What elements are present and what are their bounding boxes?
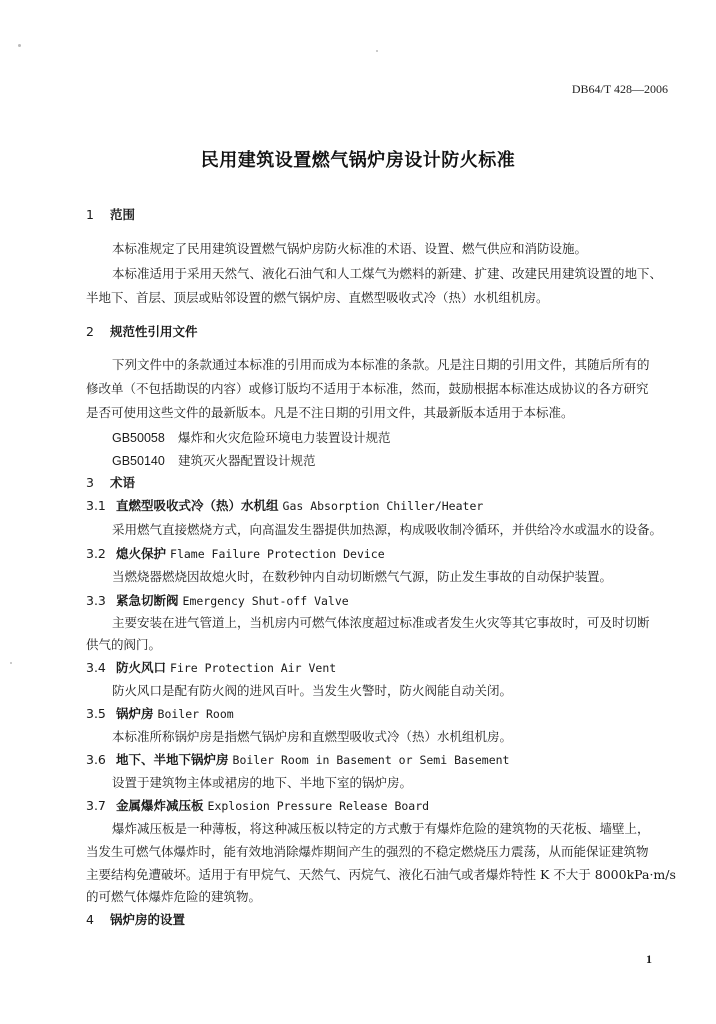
term-definition-line: 主要安装在进气管道上，当机房内可燃气体浓度超过标准或者发生火灾等其它事故时，可及时切断 — [112, 615, 650, 630]
term-name-cn: 防火风口 — [116, 660, 167, 675]
term-number: 3.2 — [86, 546, 106, 561]
term-name-cn: 紧急切断阀 — [116, 593, 179, 608]
paragraph-line: 修改单（不包括勘误的内容）或修订版均不适用于本标准，然而，鼓励根据本标准达成协议的各方研究 — [86, 381, 649, 396]
term-number: 3.5 — [86, 706, 106, 721]
term-heading — [86, 659, 676, 677]
paragraph-line: 下列文件中的条款通过本标准的引用而成为本标准的条款。凡是注日期的引用文件，其随后所有的 — [112, 357, 650, 372]
term-name-en: Gas Absorption Chiller/Heater — [282, 499, 484, 513]
reference-code: GB50140 — [112, 454, 165, 468]
term-name-en: Flame Failure Protection Device — [170, 547, 385, 561]
paragraph-line: 是否可使用这些文件的最新版本。凡是不注日期的引用文件，其最新版本适用于本标准。 — [86, 405, 574, 420]
section-number: 1 — [86, 207, 94, 222]
term-definition-line: 当燃烧器燃烧因故熄火时，在数秒钟内自动切断燃气气源，防止发生事故的自动保护装置。 — [112, 569, 613, 584]
term-name-cn: 金属爆炸减压板 — [116, 798, 204, 813]
term-number: 3.3 — [86, 593, 106, 608]
section-number: 3 — [86, 475, 94, 490]
section-heading-2 — [86, 323, 676, 341]
term-name-en: Boiler Room — [157, 707, 234, 721]
term-heading — [86, 545, 676, 563]
paragraph-line: 半地下、首层、顶层或贴邻设置的燃气锅炉房、直燃型吸收式冷（热）水机组机房。 — [86, 290, 549, 305]
term-definition-line: 设置于建筑物主体或裙房的地下、半地下室的锅炉房。 — [112, 775, 413, 790]
section-heading-1 — [86, 206, 676, 224]
term-definition-line: 主要结构免遭破坏。适用于有甲烷气、天然气、丙烷气、液化石油气或者爆炸特性 K 不大于 8000kPa·m/s — [86, 867, 676, 882]
scan-speck — [10, 662, 12, 664]
term-number: 3.4 — [86, 660, 106, 675]
scan-speck — [18, 44, 21, 47]
term-name-cn: 熄火保护 — [116, 546, 167, 561]
term-heading — [86, 705, 676, 723]
normative-reference — [112, 429, 676, 447]
paragraph-line: 本标准规定了民用建筑设置燃气锅炉房防火标准的术语、设置、燃气供应和消防设施。 — [112, 241, 588, 256]
term-definition-line: 爆炸减压板是一种薄板，将这种减压板以特定的方式敷于有爆炸危险的建筑物的天花板、墙壁上， — [112, 821, 650, 836]
term-definition-line: 供气的阀门。 — [86, 637, 162, 652]
term-definition-line: 当发生可燃气体爆炸时，能有效地消除爆炸期间产生的强烈的不稳定燃烧压力震荡，从而能保证建筑物 — [86, 844, 649, 859]
scan-speck — [376, 50, 378, 52]
term-name-en: Explosion Pressure Release Board — [207, 799, 430, 813]
term-name-en: Fire Protection Air Vent — [170, 661, 337, 675]
term-definition-line: 防火风口是配有防火阀的进风百叶。当发生火警时，防火阀能自动关闭。 — [112, 683, 513, 698]
term-heading — [86, 497, 676, 515]
term-name-cn: 地下、半地下锅炉房 — [116, 752, 229, 767]
reference-title: 爆炸和火灾危险环境电力装置设计规范 — [178, 430, 391, 445]
term-definition-line: 采用燃气直接燃烧方式，向高温发生器提供加热源，构成吸收制冷循环，并供给冷水或温水的设备。 — [112, 522, 663, 537]
normative-reference — [112, 452, 676, 470]
section-title: 范围 — [110, 207, 136, 222]
section-title: 锅炉房的设置 — [110, 912, 186, 927]
page-number: 1 — [646, 952, 652, 966]
section-title: 规范性引用文件 — [110, 324, 198, 339]
term-name-en: Boiler Room in Basement or Semi Basement — [232, 753, 510, 767]
term-number: 3.6 — [86, 752, 106, 767]
term-name-cn: 锅炉房 — [116, 706, 154, 721]
section-heading-4 — [86, 911, 676, 929]
reference-code: GB50058 — [112, 431, 165, 445]
section-heading-3 — [86, 474, 676, 492]
term-definition-line: 本标准所称锅炉房是指燃气锅炉房和直燃型吸收式冷（热）水机组机房。 — [112, 729, 513, 744]
paragraph-line: 本标准适用于采用天然气、液化石油气和人工煤气为燃料的新建、扩建、改建民用建筑设置的地下、 — [112, 266, 663, 281]
term-definition-line: 的可燃气体爆炸危险的建筑物。 — [86, 889, 262, 904]
standard-number: DB64/T 428—2006 — [571, 82, 668, 96]
section-number: 4 — [86, 912, 94, 927]
term-name-cn: 直燃型吸收式冷（热）水机组 — [116, 498, 279, 513]
document-title: 民用建筑设置燃气锅炉房设计防火标准 — [200, 150, 516, 171]
term-heading — [86, 751, 676, 769]
term-number: 3.7 — [86, 798, 106, 813]
term-number: 3.1 — [86, 498, 106, 513]
section-title: 术语 — [110, 475, 136, 490]
term-heading — [86, 797, 676, 815]
section-number: 2 — [86, 324, 94, 339]
term-heading — [86, 592, 676, 610]
reference-title: 建筑灭火器配置设计规范 — [178, 453, 316, 468]
term-name-en: Emergency Shut-off Valve — [182, 594, 349, 608]
